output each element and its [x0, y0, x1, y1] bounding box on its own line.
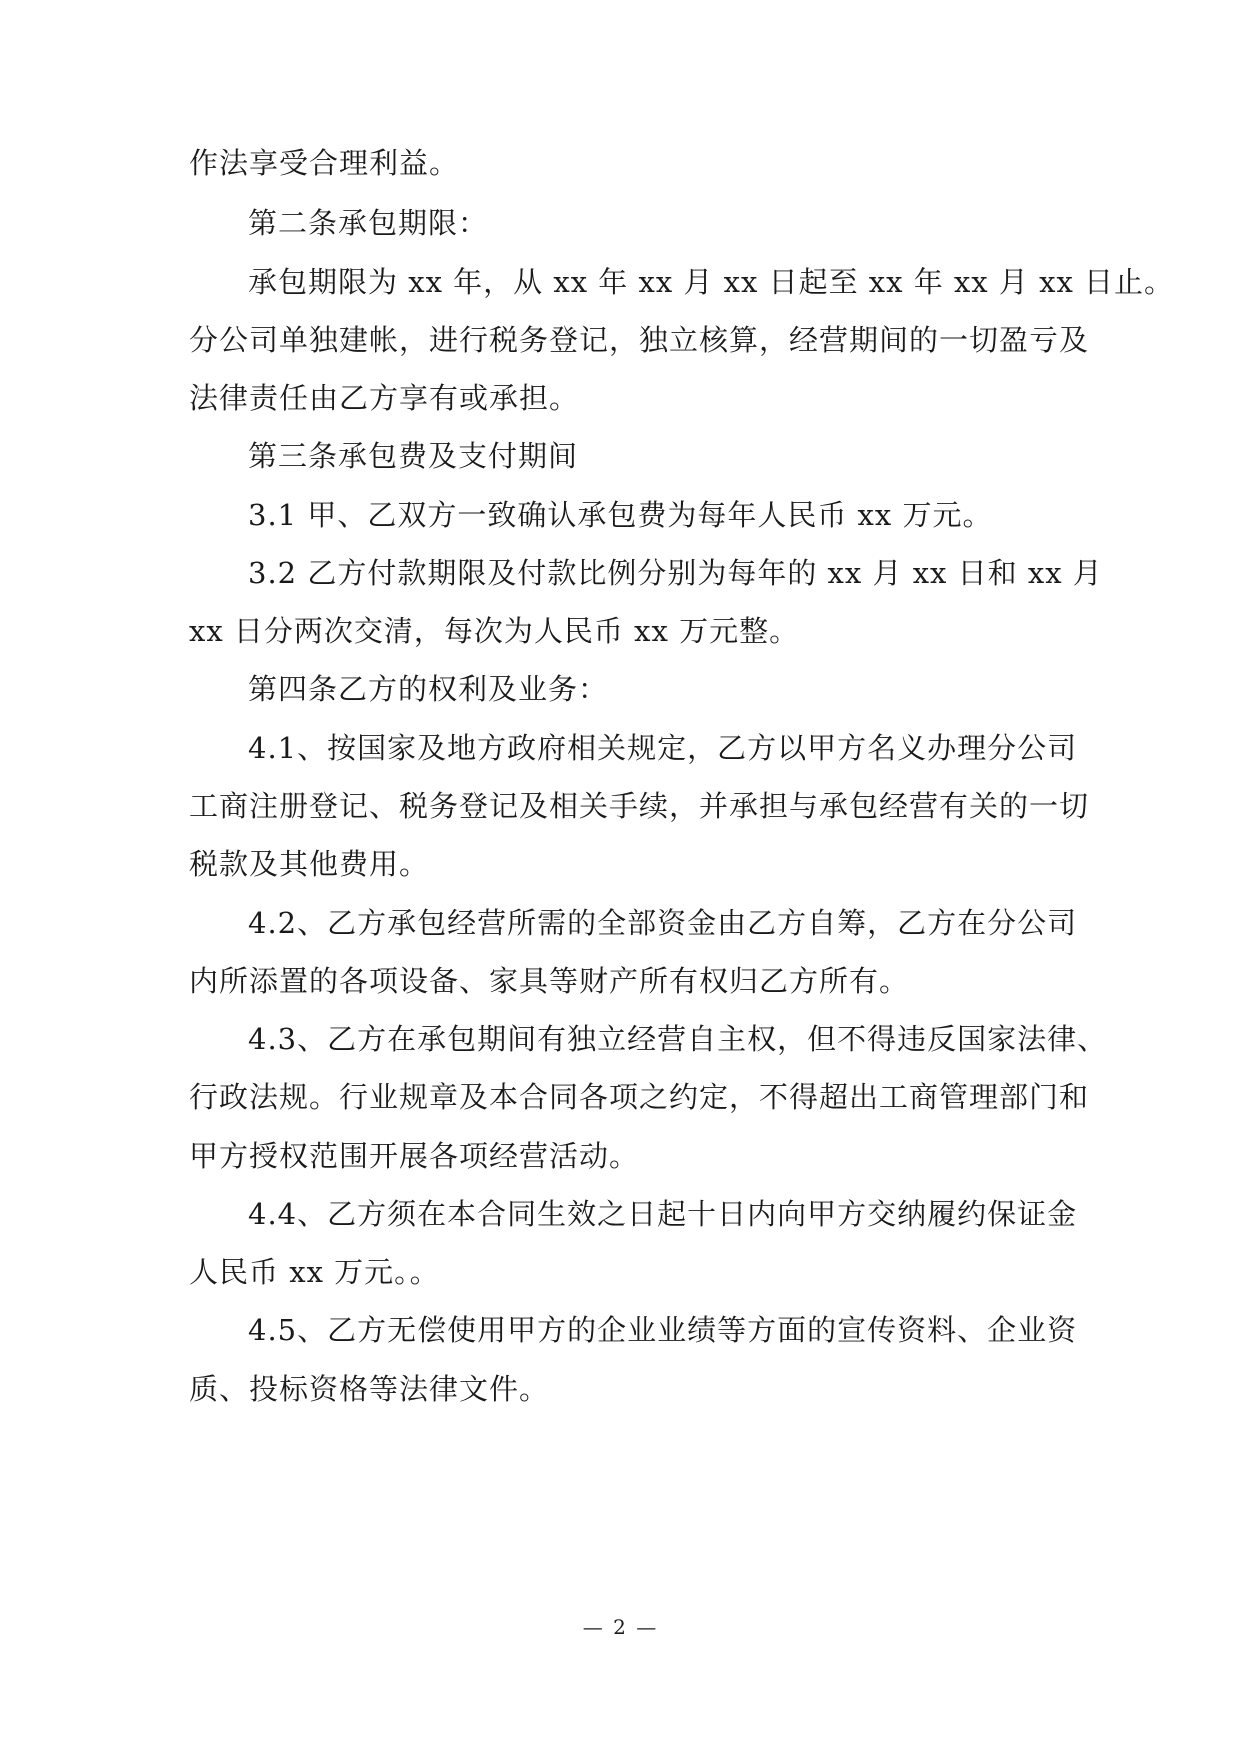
section-heading: 第三条承包费及支付期间	[248, 439, 579, 473]
text-line: 质、投标资格等法律文件。	[189, 1372, 550, 1406]
text-line: xx 日分两次交清，每次为人民币 xx 万元整。	[189, 614, 800, 648]
text-line: 人民币 xx 万元。。	[189, 1255, 440, 1289]
text-line: 3.2 乙方付款期限及付款比例分别为每年的 xx 月 xx 日和 xx 月	[248, 556, 1103, 590]
section-heading: 第二条承包期限：	[248, 206, 489, 240]
text-line: 4.1、按国家及地方政府相关规定，乙方以甲方名义办理分公司	[248, 731, 1078, 765]
text-line: 分公司单独建帐，进行税务登记，独立核算，经营期间的一切盈亏及	[189, 323, 1090, 357]
text-line: 行政法规。行业规章及本合同各项之约定，不得超出工商管理部门和	[189, 1080, 1090, 1114]
text-line: 内所添置的各项设备、家具等财产所有权归乙方所有。	[189, 964, 910, 998]
text-line: 4.2、乙方承包经营所需的全部资金由乙方自筹，乙方在分公司	[248, 906, 1078, 940]
text-line: 4.5、乙方无偿使用甲方的企业业绩等方面的宣传资料、企业资	[248, 1313, 1078, 1347]
text-line: 法律责任由乙方享有或承担。	[189, 381, 580, 415]
text-line: 工商注册登记、税务登记及相关手续，并承担与承包经营有关的一切	[189, 789, 1090, 823]
text-line: 3.1 甲、乙双方一致确认承包费为每年人民币 xx 万元。	[248, 498, 993, 532]
text-line: 税款及其他费用。	[189, 847, 430, 881]
text-line: 作法享受合理利益。	[189, 146, 460, 180]
text-line: 甲方授权范围开展各项经营活动。	[189, 1139, 640, 1173]
text-line: 4.4、乙方须在本合同生效之日起十日内向甲方交纳履约保证金	[248, 1197, 1078, 1231]
text-line: 4.3、乙方在承包期间有独立经营自主权，但不得违反国家法律、	[248, 1022, 1108, 1056]
text-line: 承包期限为 xx 年，从 xx 年 xx 月 xx 日起至 xx 年 xx 月 xx 日止。	[248, 265, 1175, 299]
section-heading: 第四条乙方的权利及业务：	[248, 672, 609, 706]
page-number: — 2 —	[582, 1615, 659, 1639]
